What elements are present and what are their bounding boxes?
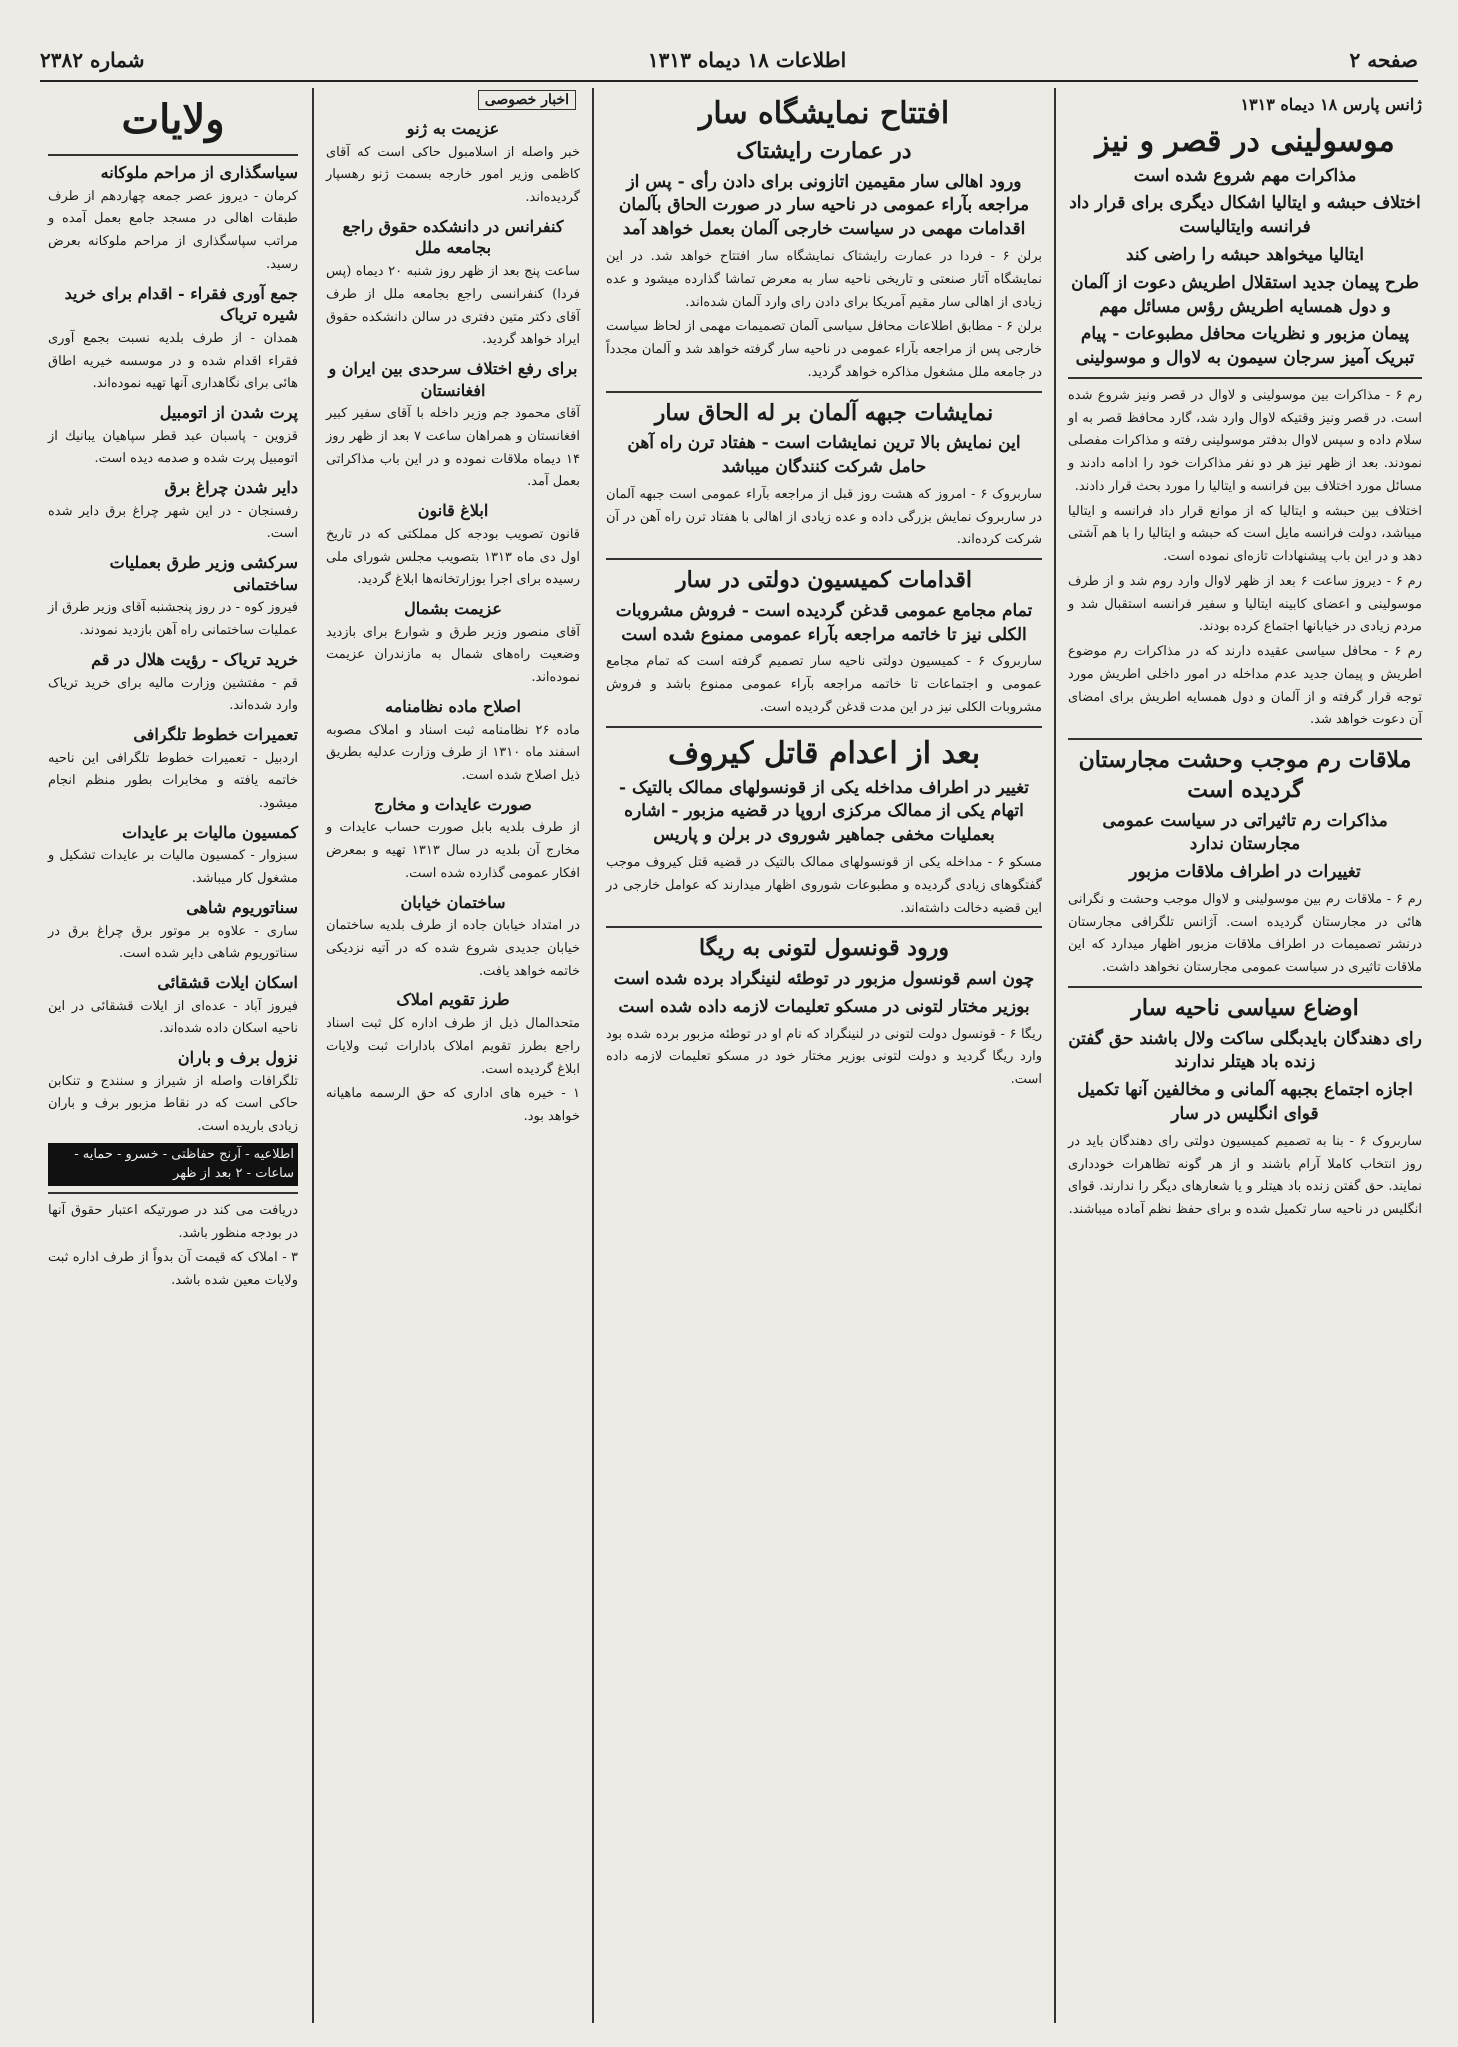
column-provinces <box>40 88 306 2023</box>
item-heading: صورت عایدات و مخارج <box>374 794 532 814</box>
item-body: دریافت می کند در صورتیکه اعتبار حقوق آنها در بودجه منظور باشد. <box>48 1202 298 1241</box>
page-header <box>40 40 1418 82</box>
subheadline: بوزیر مختار لتونی در مسکو تعلیمات لازمه داده شده است <box>618 996 1030 1017</box>
headline-saar-exhibit: افتتاح نمایشگاه سار <box>698 96 950 131</box>
divider <box>1068 738 1422 740</box>
article-body: رم ۶ - محافل سیاسی عقیده دارند که در مذاکرات رم موضوع اطریش و پیمان جدید عدم مداخله در امور داخلی اطریش مورد توجه قرار گرفته و از آلمان و دول همسایه اطریش برای امضای آن دعوت خواهد شد. <box>1068 644 1422 728</box>
article-body: رم ۶ - مذاکرات بین موسولینی و لاوال در قصر ونیز شروع شده است. در قصر ونیز وقتیکه لاوال وارد شد، گارد محافظ قصر به او سلام داده و سپس لاوال بدفتر موسولینی رفته و مذاکرات مفصلی نمودند. بعد از ظهر نیز هر دو نفر مذاکرات خود را ادامه دادند و مسائل مورد اختلاف بین فرانسه و ایتالیا را مورد بحث قرار دادند. <box>1068 387 1422 494</box>
subheadline: مذاکرات رم تاثیراتی در سیاست عمومی مجارستان ندارد <box>1102 810 1388 855</box>
item-heading: جمع آوری فقراء - اقدام برای خرید شیره تریاک <box>64 283 298 325</box>
item-heading: عزیمت بشمال <box>404 599 502 619</box>
item-body: ۳ - املاک که قیمت آن بدواً از طرف اداره ثبت ولایات معین شده باشد. <box>48 1250 298 1289</box>
pasted-slip: اطلاعیه - آرنج حفاظتی - خسرو - حمایه - ساعات - ۲ بعد از ظهر <box>48 1143 298 1186</box>
headline-commission: اقدامات کمیسیون دولتی در سار <box>675 567 973 594</box>
article-body: رم ۶ - ملاقات رم بین موسولینی و لاوال موجب وحشت و نگرانی هائی در مجارستان گردیده است. آژانس تلگرافی مجارستان درنشر تصمیمات در اطراف ملاقات مزبور اظهار میدارد که این ملاقات تاثیری در سیاست عمومی مجارستان نخواهد داشت. <box>1068 891 1422 976</box>
section-label: اخبار خصوصی <box>478 90 576 110</box>
article-body: برلن ۶ - فردا در عمارت رایشتاک نمایشگاه سار افتتاح خواهد شد. در این نمایشگاه آثار صنعتی و تاریخی ناحیه سار به معرض تماشا گذارده میشود و عده زیادی از اهالی سار مقیم آمریکا برای دادن رای وارد آلمان شده‌اند. <box>606 249 1042 310</box>
subheadline: چون اسم قونسول مزبور در توطئه لنینگراد برده شده است <box>613 968 1035 989</box>
subheadline: تغییر در اطراف مداخله یکی از قونسولهای ممالک بالتیک - اتهام یکی از ممالک مرکزی اروپا در قضیه مزبور - اشاره بعملیات مخفی جماهیر شوروی در برلن و پاریس <box>618 777 1030 846</box>
item-body: قم - مفتشین وزارت مالیه برای خرید تریاک وارد شده‌اند. <box>48 675 298 714</box>
subheadline: در عمارت رایشتاک <box>736 138 912 164</box>
deck-line: پیمان مزبور و نظریات محافل مطبوعات - پیام تبریک آمیز سرجان سیمون به لاوال و موسولینی <box>1075 324 1415 369</box>
column-rule <box>1054 88 1056 2023</box>
column-rule <box>312 88 314 2023</box>
item-body: آقای محمود جم وزیر داخله با آقای سفیر کبیر افغانستان و همراهان ساعت ۷ بعد از ظهر روز ۱۴ دیماه ملاقات نموده و در این باب مذاکراتی بعمل آمد. <box>326 406 580 490</box>
item-body: از طرف بلدیه بابل صورت حساب عایدات و مخارج آن بلدیه در سال ۱۳۱۳ تهیه و بمعرض افکار عمومی گذارده شده است. <box>326 820 580 881</box>
item-heading: نزول برف و باران <box>177 1048 298 1068</box>
headline-german-front: نمایشات جبهه آلمان بر له الحاق سار <box>654 399 994 426</box>
headline-latvia-consul: ورود قونسول لتونی به ریگا <box>699 935 949 962</box>
column-saar <box>598 88 1050 2023</box>
item-heading: تعمیرات خطوط تلگرافی <box>133 725 298 744</box>
item-body: رفسنجان - در این شهر چراغ برق دایر شده است. <box>48 503 298 542</box>
subheadline: مذاکرات مهم شروع شده است <box>1133 165 1357 186</box>
article-body: ساربروک ۶ - کمیسیون دولتی ناحیه سار تصمیم گرفته است که تمام مجامع عمومی و اجتماعات تا خاتمه مراجعه بآراء عمومی ممنوع باشد و فروش مشروبات الکلی نیز در این مدت قدغن گردیده است. <box>606 654 1043 715</box>
item-body: ۱ - خیره های اداری که حق الرسمه ماهیانه خواهد بود. <box>326 1086 580 1125</box>
headline-saar-politics: اوضاع سیاسی ناحیه سار <box>1131 994 1359 1021</box>
article-body: ساربروک ۶ - بنا به تصمیم کمیسیون دولتی رای دهندگان باید در روز انتخاب کاملا آرام باشند و از هر گونه تظاهرات خودداری نمایند. حق گفتن زنده باد هیتلر و یا شعارهای دیگر را ندارند. قوای انگلیس در ناحیه سار تکمیل شده و برای حفظ نظم آماده میباشند. <box>1068 1133 1422 1218</box>
newspaper-title: اطلاعات ۱۸ دیماه ۱۳۱۳ <box>647 48 847 72</box>
item-heading: اسکان ایلات قشقائی <box>157 973 298 993</box>
divider <box>606 726 1042 728</box>
deck-line: اختلاف حبشه و ایتالیا اشکال دیگری برای قرار داد فرانسه وایتالیاست <box>1069 193 1421 238</box>
divider <box>48 154 298 156</box>
column-world-news <box>1060 88 1430 2023</box>
item-body: فیروز کوه - در روز پنجشنبه آقای وزیر طرق از عملیات ساختمانی راه آهن بازدید نمودند. <box>48 600 298 639</box>
item-body: قانون تصویب بودجه کل مملکتی که در تاریخ اول دی ماه ۱۳۱۳ بتصویب مجلس شورای ملی رسیده برای اجرا بوزارتخانه‌ها ابلاغ گردید. <box>326 526 580 588</box>
item-body: متحدالمال ذیل از طرف اداره کل ثبت اسناد راجع بطرز تقویم املاک بادارات ثبت ولایات ابلاغ گردیده است. <box>326 1016 580 1077</box>
deck-line: طرح پیمان جدید استقلال اطریش دعوت از آلمان و دول همسایه اطریش رؤس مسائل مهم <box>1071 272 1419 317</box>
item-heading: کمسیون مالیات بر عایدات <box>122 822 298 842</box>
item-body: ساعت پنج بعد از ظهر روز شنبه ۲۰ دیماه (پس فردا) کنفرانسی راجع بجامعه ملل از طرف آقای دکتر متین دفتری در سالن دانشکده حقوق ایراد خواهد گردید. <box>326 264 580 348</box>
item-body: کرمان - دیروز عصر جمعه چهاردهم از طرف طبقات اهالی در مسجد جامع بعمل آمده و مراتب سپاسگذاری از مراحم ملوکانه بعرض رسید. <box>48 188 298 272</box>
item-body: ماده ۲۶ نظامنامه ثبت اسناد و املاک مصوبه اسفند ماه ۱۳۱۰ از طرف وزارت عدلیه بطریق ذیل اصلاح شده است. <box>326 722 580 783</box>
divider <box>1068 377 1422 379</box>
divider <box>48 1192 298 1194</box>
item-heading: ابلاغ قانون <box>417 501 489 521</box>
issue-number: شماره ۲۳۸۲ <box>40 48 145 72</box>
item-body: تلگرافات واصله از شیراز و سنندج و تنکابن حاکی است که در نقاط مزبور برف و باران زیادی باریده است. <box>48 1073 298 1135</box>
subheadline: تمام مجامع عمومی قدغن گردیده است - فروش مشروبات الکلی نیز تا خاتمه مراجعه بآراء عمومی ممنوع شده است <box>615 600 1033 645</box>
item-heading: ساختمان خیابان <box>400 892 506 912</box>
headline-mussolini: موسولینی در قصر و نیز <box>1095 123 1395 159</box>
divider <box>606 926 1042 928</box>
article-body: ساربروک ۶ - امروز که هشت روز قبل از مراجعه بآراء عمومی است جبهه آلمان در ساربروک نمایش بزرگی داده و عده زیادی از اهالی با هفتاد ترن راه آهن در آن شرکت کرده‌اند. <box>606 486 1043 548</box>
subheadline: اجازه اجتماع بجبهه آلمانی و مخالفین آنها تکمیل قوای انگلیس در سار <box>1077 1080 1413 1125</box>
article-body: برلن ۶ - مطابق اطلاعات محافل سیاسی آلمان تصمیمات مهمی از لحاظ سیاست خارجی پس از مراجعه بآراء عمومی در ناحیه سار گرفته خواهد شد و آلمان مجدداً در جامعه ملل مشغول مذاکره خواهد گردید. <box>606 319 1042 380</box>
divider <box>1068 986 1422 988</box>
item-body: خبر واصله از اسلامبول حاکی است که آقای کاظمی وزیر امور خارجه بسمت ژنو رهسپار گردیده‌اند. <box>326 144 580 206</box>
dateline: ژانس پارس ۱۸ دیماه ۱۳۱۳ <box>1240 95 1422 114</box>
item-body: در امتداد خیابان جاده از طرف بلدیه ساختمان خیابان جدیدی شروع شده که در آتیه نزدیکی خاتمه خواهد یافت. <box>326 918 580 979</box>
item-heading: برای رفع اختلاف سرحدی بین ایران و افغانستان <box>328 359 578 400</box>
headline-kirov: بعد از اعدام قاتل کیروف <box>667 735 981 771</box>
item-heading: خرید تریاک - رؤیت هلال در قم <box>91 649 298 669</box>
item-heading: عزیمت به ژنو <box>406 119 500 138</box>
item-body: ساری - علاوه بر موتور برق چراغ برق در سناتوریوم شاهی دایر شده است. <box>48 923 298 962</box>
item-heading: طرز تقویم املاک <box>396 990 510 1010</box>
item-heading: پرت شدن از اتومبیل <box>159 403 298 423</box>
headline-hungary: ملاقات رم موجب وحشت مجارستان گردیده است <box>1078 747 1412 803</box>
section-title-provinces: ولایات <box>121 96 225 143</box>
item-heading: سرکشی وزیر طرق بعملیات ساختمانی <box>109 553 298 594</box>
column-domestic <box>318 88 588 2023</box>
article-body: مسکو ۶ - مداخله یکی از قونسولهای ممالک بالتیک در قضیه قتل کیروف موجب گفتگوهای زیادی گردیده و مطبوعات شوروی اظهار میدارند که عوامل خارجی در این قضیه دخالت داشته‌اند. <box>606 855 1042 916</box>
column-rule <box>592 88 594 2023</box>
deck-line: ورود اهالی سار مقیمین اتازونی برای دادن رأی - پس از مراجعه بآراء عمومی در ناحیه سار در صورت الحاق بآلمان اقدامات مهمی در سیاست خارجی آلمان بعمل خواهد آمد <box>618 171 1030 240</box>
article-body: اختلاف بین حبشه و ایتالیا که از موانع قرار داد فرانسه و ایتالیا میباشد، دولت فرانسه مایل است که حبشه و ایتالیا را با هم آشتی دهد و در این باب پیشنهادات تازه‌ای نموده است. <box>1068 503 1422 565</box>
deck-line: ایتالیا میخواهد حبشه را راضی کند <box>1126 244 1364 265</box>
item-body: همدان - از طرف بلدیه نسبت بجمع آوری فقراء اقدام شده و در موسسه خیریه اطاق هائی برای نگاهداری آنها تهیه نموده‌اند. <box>48 330 298 392</box>
item-body: اردبیل - تعمیرات خطوط تلگرافی این ناحیه خاتمه یافته و مخابرات بطور منظم انجام میشود. <box>48 750 298 812</box>
item-body: آقای منصور وزیر طرق و شوارع برای بازدید وضعیت راه‌های شمال به مازندران عزیمت نموده‌اند. <box>326 624 580 686</box>
item-body: فیروز آباد - عده‌ای از ایلات قشقائی در این ناحیه اسکان داده شده‌اند. <box>48 998 298 1037</box>
item-heading: دایر شدن چراغ برق <box>164 478 298 498</box>
article-body: رم ۶ - دیروز ساعت ۶ بعد از ظهر لاوال وارد روم شد و از طرف موسولینی و اعضای کابینه ایتالیا و سفیر فرانسه استقبال شد و مردم زیادی در خیابانها اجتماع کرده بودند. <box>1068 573 1422 635</box>
page-label: صفحه ۲ <box>1349 48 1418 72</box>
divider <box>606 391 1042 393</box>
subheadline: رای دهندگان بایدبگلی ساکت ولال باشند حق گفتن زنده باد هیتلر ندارند <box>1068 1028 1422 1073</box>
item-heading: سیاسگذاری از مراحم ملوکانه <box>100 163 298 182</box>
item-heading: کنفرانس در دانشکده حقوق راجع بجامعه ملل <box>342 216 564 258</box>
item-heading: اصلاح ماده نظامنامه <box>385 696 521 716</box>
divider <box>606 558 1042 560</box>
item-body: سبزوار - کمسیون مالیات بر عایدات تشکیل و مشغول کار میباشد. <box>48 848 298 887</box>
subheadline: تغییرات در اطراف ملاقات مزبور <box>1129 862 1361 883</box>
subheadline: این نمایش بالا ترین نمایشات است - هفتاد ترن راه آهن حامل شرکت کنندگان میباشد <box>627 433 1021 478</box>
item-heading: سناتوریوم شاهی <box>186 897 298 917</box>
item-body: قزوین - پاسبان عبد قطر سپاهیان یبانیك از اتومبیل پرت شده و صدمه دیده است. <box>48 428 298 467</box>
article-body: ریگا ۶ - قونسول دولت لتونی در لنینگراد که نام او در توطئه مزبور برده شده بود وارد ریگا گردید و دولت لتونی بوزیر مختار خود در مسکو تعلیمات لازمه داده است. <box>606 1026 1043 1088</box>
